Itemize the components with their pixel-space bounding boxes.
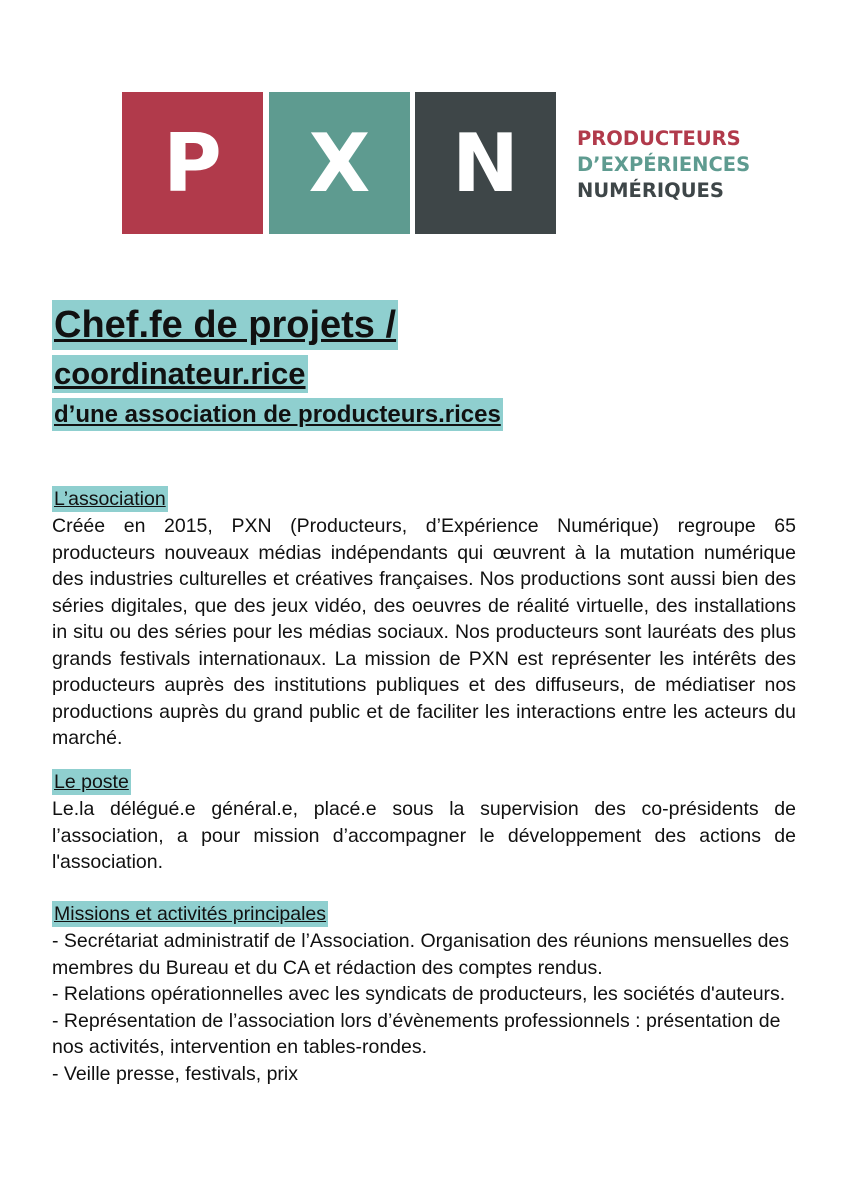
logo-letter-n: N bbox=[415, 92, 556, 234]
list-item: - Secrétariat administratif de l’Association. Organisation des réunions mensuelles des membres du Bureau et du CA et rédaction des comptes rendus. bbox=[52, 930, 790, 979]
section-label-association: L’association bbox=[54, 488, 166, 510]
section-label-missions: Missions et activités principales bbox=[54, 903, 327, 925]
logo-letter-x: X bbox=[269, 92, 410, 234]
list-item: - Veille presse, festivals, prix bbox=[52, 1062, 299, 1085]
page-subtitle: d’une association de producteurs.rices bbox=[52, 398, 503, 431]
poste-paragraph: Le.la délégué.e général.e, placé.e sous la supervision des co-présidents de l’association, a pour mission d’accompagner le développement des actions de l'association. bbox=[52, 798, 796, 873]
pxn-logo bbox=[122, 92, 751, 234]
page-title: Chef.fe de projets / bbox=[52, 300, 398, 350]
list-item: - Relations opérationnelles avec les syndicats de producteurs, les sociétés d'auteurs. bbox=[52, 983, 786, 1005]
logo-letter-p: P bbox=[122, 92, 263, 234]
association-paragraph: Créée en 2015, PXN (Producteurs, d’Expérience Numérique) regroupe 65 producteurs nouveaux médias indépendants qui œuvrent à la mutation numérique des industries culturelles et créatives françaises. Nos productions sont aussi bien des séries digitales, que des jeux vidéo, des oeuvres de réalité virtuelle, des installations in situ ou des séries pour les médias sociaux. Nos producteurs sont lauréats des plus grands festivals internationaux. La mission de PXN est représenter les intérêts des producteurs auprès des institutions publiques et des diffuseurs, de médiatiser nos productions auprès du grand public et de faciliter les interactions entre les acteurs du marché. bbox=[52, 515, 796, 749]
logo-tagline bbox=[577, 126, 750, 204]
logo-tagline-line-3: NUMÉRIQUES bbox=[577, 179, 724, 202]
logo-tagline-line-2: D’EXPÉRIENCES bbox=[577, 153, 751, 176]
missions-list bbox=[52, 928, 796, 1087]
page-title-line-2: coordinateur.rice bbox=[54, 356, 306, 391]
list-item: - Représentation de l’association lors d’évènements professionnels : présentation de nos activités, intervention en tables-rondes. bbox=[52, 1009, 781, 1058]
section-label-poste: Le poste bbox=[54, 771, 129, 793]
logo-tagline-line-1: PRODUCTEURS bbox=[577, 127, 741, 150]
